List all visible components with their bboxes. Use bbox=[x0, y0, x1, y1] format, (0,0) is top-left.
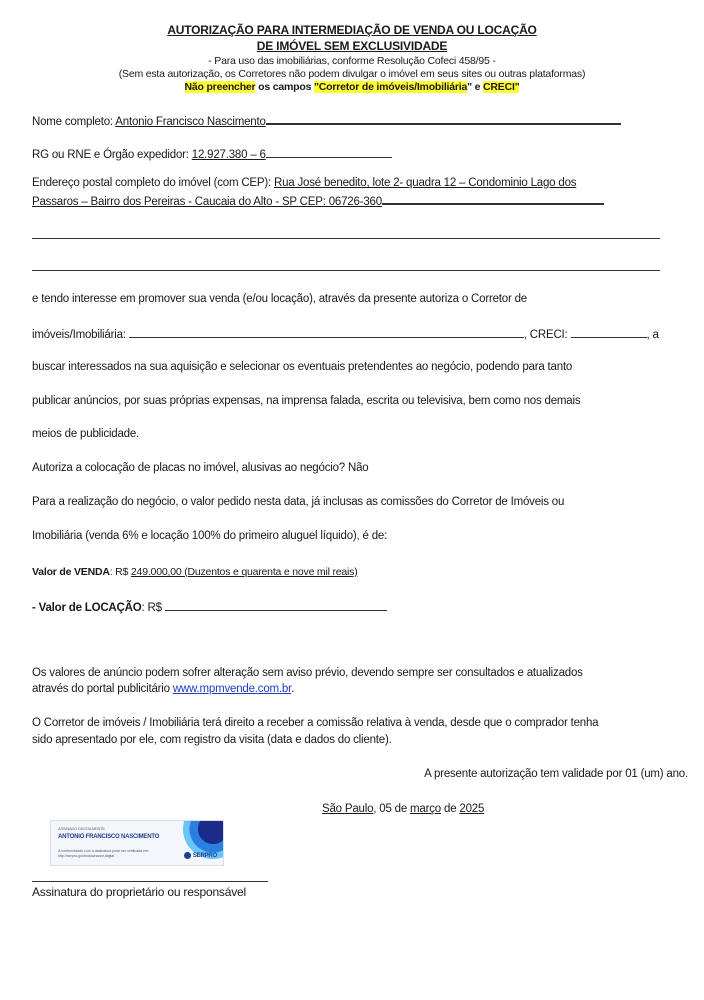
paragraph-line: e tendo interesse em promover sua venda (e/ou locação), através da presente autoriza o Corretor de bbox=[32, 293, 527, 305]
title-line2: DE IMÓVEL SEM EXCLUSIVIDADE bbox=[256, 39, 448, 53]
validity-statement: A presente autorização tem validade por 01 (um) ano. bbox=[424, 768, 688, 780]
signature-line bbox=[32, 881, 268, 882]
title-line1: AUTORIZAÇÃO PARA INTERMEDIAÇÃO DE VENDA OU LOCAÇÃO bbox=[167, 23, 537, 37]
portal-link[interactable]: www.mpmvende.com.br bbox=[172, 683, 292, 695]
name-value[interactable]: Antonio Francisco Nascimento bbox=[115, 116, 266, 128]
date-city: São Paulo bbox=[322, 803, 374, 815]
warning-text: os campos bbox=[255, 81, 314, 93]
rg-blank[interactable] bbox=[266, 146, 392, 158]
serpro-logo-text: SERPRO bbox=[192, 853, 217, 860]
address-label: Endereço postal completo do imóvel (com CEP): bbox=[32, 177, 274, 189]
date-line bbox=[322, 802, 484, 816]
sale-value[interactable]: 249.000,00 (Duzentos e quarenta e nove mil reais) bbox=[130, 566, 358, 578]
address-line2 bbox=[32, 192, 604, 209]
broker-field bbox=[32, 326, 659, 342]
paragraph-line bbox=[32, 682, 294, 696]
creci-blank[interactable] bbox=[571, 326, 647, 338]
date-year: 2025 bbox=[459, 803, 485, 815]
paragraph-line: Os valores de anúncio podem sofrer alteração sem aviso prévio, devendo sempre ser consultados e atualizados bbox=[32, 667, 583, 679]
address-value-line1[interactable]: Rua José benedito, lote 2- quadra 12 – Condominio Lago dos bbox=[274, 177, 577, 189]
paragraph-text: , a bbox=[646, 329, 659, 341]
stamp-name: ANTONIO FRANCISCO NASCIMENTO bbox=[58, 834, 160, 840]
paragraph-line: sido apresentado por ele, com registro da visita (data e dados do cliente). bbox=[32, 734, 392, 746]
name-blank[interactable] bbox=[266, 112, 621, 125]
address-blank[interactable] bbox=[382, 192, 604, 205]
paragraph-line: O Corretor de imóveis / Imobiliária terá direito a receber a comissão relativa à venda, desde que o comprador tenha bbox=[32, 717, 599, 729]
warning bbox=[0, 80, 704, 94]
warning-highlight: Não preencher bbox=[184, 81, 256, 93]
address-field bbox=[32, 176, 576, 190]
broker-blank[interactable] bbox=[129, 326, 524, 338]
address-value-line2[interactable]: Passaros – Bairro dos Pereiras - Caucaia do Alto - SP CEP: 06726-360 bbox=[32, 196, 382, 208]
sale-currency: : R$ bbox=[109, 566, 131, 578]
sale-label: Valor de VENDA bbox=[32, 566, 110, 578]
note: (Sem esta autorização, os Corretores não podem divulgar o imóvel em seus sites ou outras plataformas) bbox=[118, 68, 586, 80]
signature-caption: Assinatura do proprietário ou responsável bbox=[32, 885, 246, 899]
paragraph-text: através do portal publicitário bbox=[32, 683, 173, 695]
rent-value-field bbox=[32, 599, 387, 615]
warning-highlight: CRECI bbox=[483, 81, 515, 93]
date-text: de bbox=[441, 803, 460, 815]
paragraph-line: buscar interessados na sua aquisição e selecionar os eventuais pretendentes ao negócio, podendo para tanto bbox=[32, 361, 573, 373]
creci-label: , CRECI: bbox=[523, 329, 571, 341]
warning-text: " e bbox=[467, 81, 484, 93]
date-month: março bbox=[410, 803, 441, 815]
subtitle: - Para uso das imobiliárias, conforme Resolução Cofeci 458/95 - bbox=[208, 55, 496, 67]
rg-value[interactable]: 12.927.380 – 6 bbox=[191, 149, 266, 161]
rg-field bbox=[32, 146, 392, 162]
paragraph-line: Para a realização do negócio, o valor pedido nesta data, já inclusas as comissões do Corretor de Imóveis ou bbox=[32, 496, 565, 508]
digital-signature-stamp bbox=[50, 820, 224, 866]
date-text: , 05 de bbox=[373, 803, 411, 815]
paragraph-text: . bbox=[291, 683, 295, 695]
sale-value-field bbox=[32, 565, 358, 579]
name-field bbox=[32, 112, 621, 129]
serpro-logo bbox=[184, 852, 217, 859]
address-blank-line[interactable] bbox=[32, 270, 660, 271]
warning-highlight: " bbox=[514, 81, 520, 93]
address-blank-line[interactable] bbox=[32, 238, 660, 239]
stamp-header: ASSINADO DIGITALMENTE bbox=[58, 826, 105, 831]
warning-highlight: "Corretor de imóveis/Imobiliária bbox=[313, 81, 468, 93]
paragraph-line: meios de publicidade. bbox=[32, 428, 140, 440]
name-label: Nome completo: bbox=[32, 116, 116, 128]
signs-question: Autoriza a colocação de placas no imóvel, alusivas ao negócio? Não bbox=[32, 462, 369, 474]
stamp-note: A conformidade com a assinatura pode ser verificada em: http://serpro.gov.br/assinador-digital bbox=[58, 848, 150, 858]
rent-label: - Valor de LOCAÇÃO bbox=[32, 602, 142, 614]
paragraph-line: Imobiliária (venda 6% e locação 100% do primeiro aluguel líquido), é de: bbox=[32, 530, 388, 542]
broker-label: imóveis/Imobiliária: bbox=[32, 329, 129, 341]
rent-blank[interactable] bbox=[165, 599, 387, 611]
rg-label: RG ou RNE e Órgão expedidor: bbox=[32, 149, 192, 161]
serpro-logo-icon bbox=[184, 852, 191, 859]
rent-currency: : R$ bbox=[141, 602, 165, 614]
paragraph-line: publicar anúncios, por suas próprias expensas, na imprensa falada, escrita ou televisiva, bem como nos demais bbox=[32, 395, 581, 407]
